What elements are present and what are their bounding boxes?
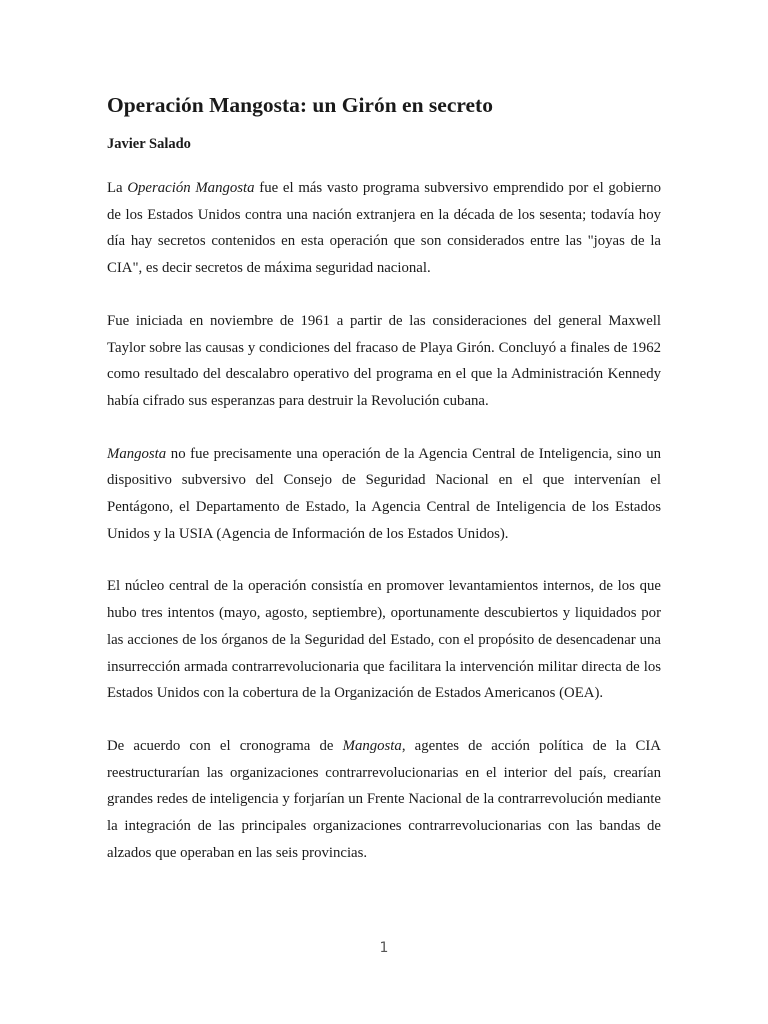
document-title: Operación Mangosta: un Girón en secreto [107,93,493,117]
paragraph-4 [107,573,661,707]
paragraph-4-body: El núcleo central de la operación consistía en promover levantamientos internos, de los que hubo tres intentos (mayo, agosto, septiembre), oportunamente descubiertos y liquidados por las acciones de los órganos de la Seguridad del Estado, con el propósito de desencadenar una insurrección armada contrarrevolucionaria que facilitara la intervención militar directa de los Estados Unidos con la cobertura de la Organización de Estados Americanos (OEA). [107,578,661,702]
paragraph-5-lead: De acuerdo con el cronograma de [107,737,343,754]
paragraph-1-italic: Operación Mangosta [127,180,255,196]
author-name: Javier Salado [107,136,191,152]
paragraph-5-italic: Mangosta [342,737,402,754]
paragraph-2-body: Fue iniciada en noviembre de 1961 a partir de las consideraciones del general Maxwell Taylor sobre las causas y condiciones del fracaso de Playa Girón. Concluyó a finales de 1962 como resultado del descalabro operativo del programa en el que la Administración Kennedy había cifrado sus esperanzas para destruir la Revolución cubana. [107,312,661,409]
paragraph-1-lead: La [107,180,128,196]
paragraph-1 [107,175,661,282]
paragraph-3-italic: Mangosta [107,445,167,462]
paragraph-5 [107,733,661,867]
paragraph-1-body: fue el más vasto programa subversivo emprendido por el gobierno de los Estados Unidos contra una nación extranjera en la década de los sesenta; todavía hoy día hay secretos contenidos en esta operación que son considerados entre las "joyas de la CIA", es decir secretos de máxima seguridad nacional. [107,180,662,277]
paragraph-3-body: no fue precisamente una operación de la Agencia Central de Inteligencia, sino un dispositivo subversivo del Consejo de Seguridad Nacional en el que intervenían el Pentágono, el Departamento de Estado, la Agencia Central de Inteligencia de los Estados Unidos y la USIA (Agencia de Información de los Estados Unidos). [107,445,661,542]
paragraph-2 [107,308,661,415]
paragraph-5-body: , agentes de acción política de la CIA reestructurarían las organizaciones contrarrevolucionarias en el interior del país, crearían grandes redes de inteligencia y forjarían un Frente Nacional de la contrarrevolución mediante la integración de las principales organizaciones contrarrevolucionarias con las bandas de alzados que operaban en las seis provincias. [107,737,661,861]
page-number: 1 [379,940,389,956]
document-page [107,90,661,866]
paragraph-3 [107,441,661,548]
